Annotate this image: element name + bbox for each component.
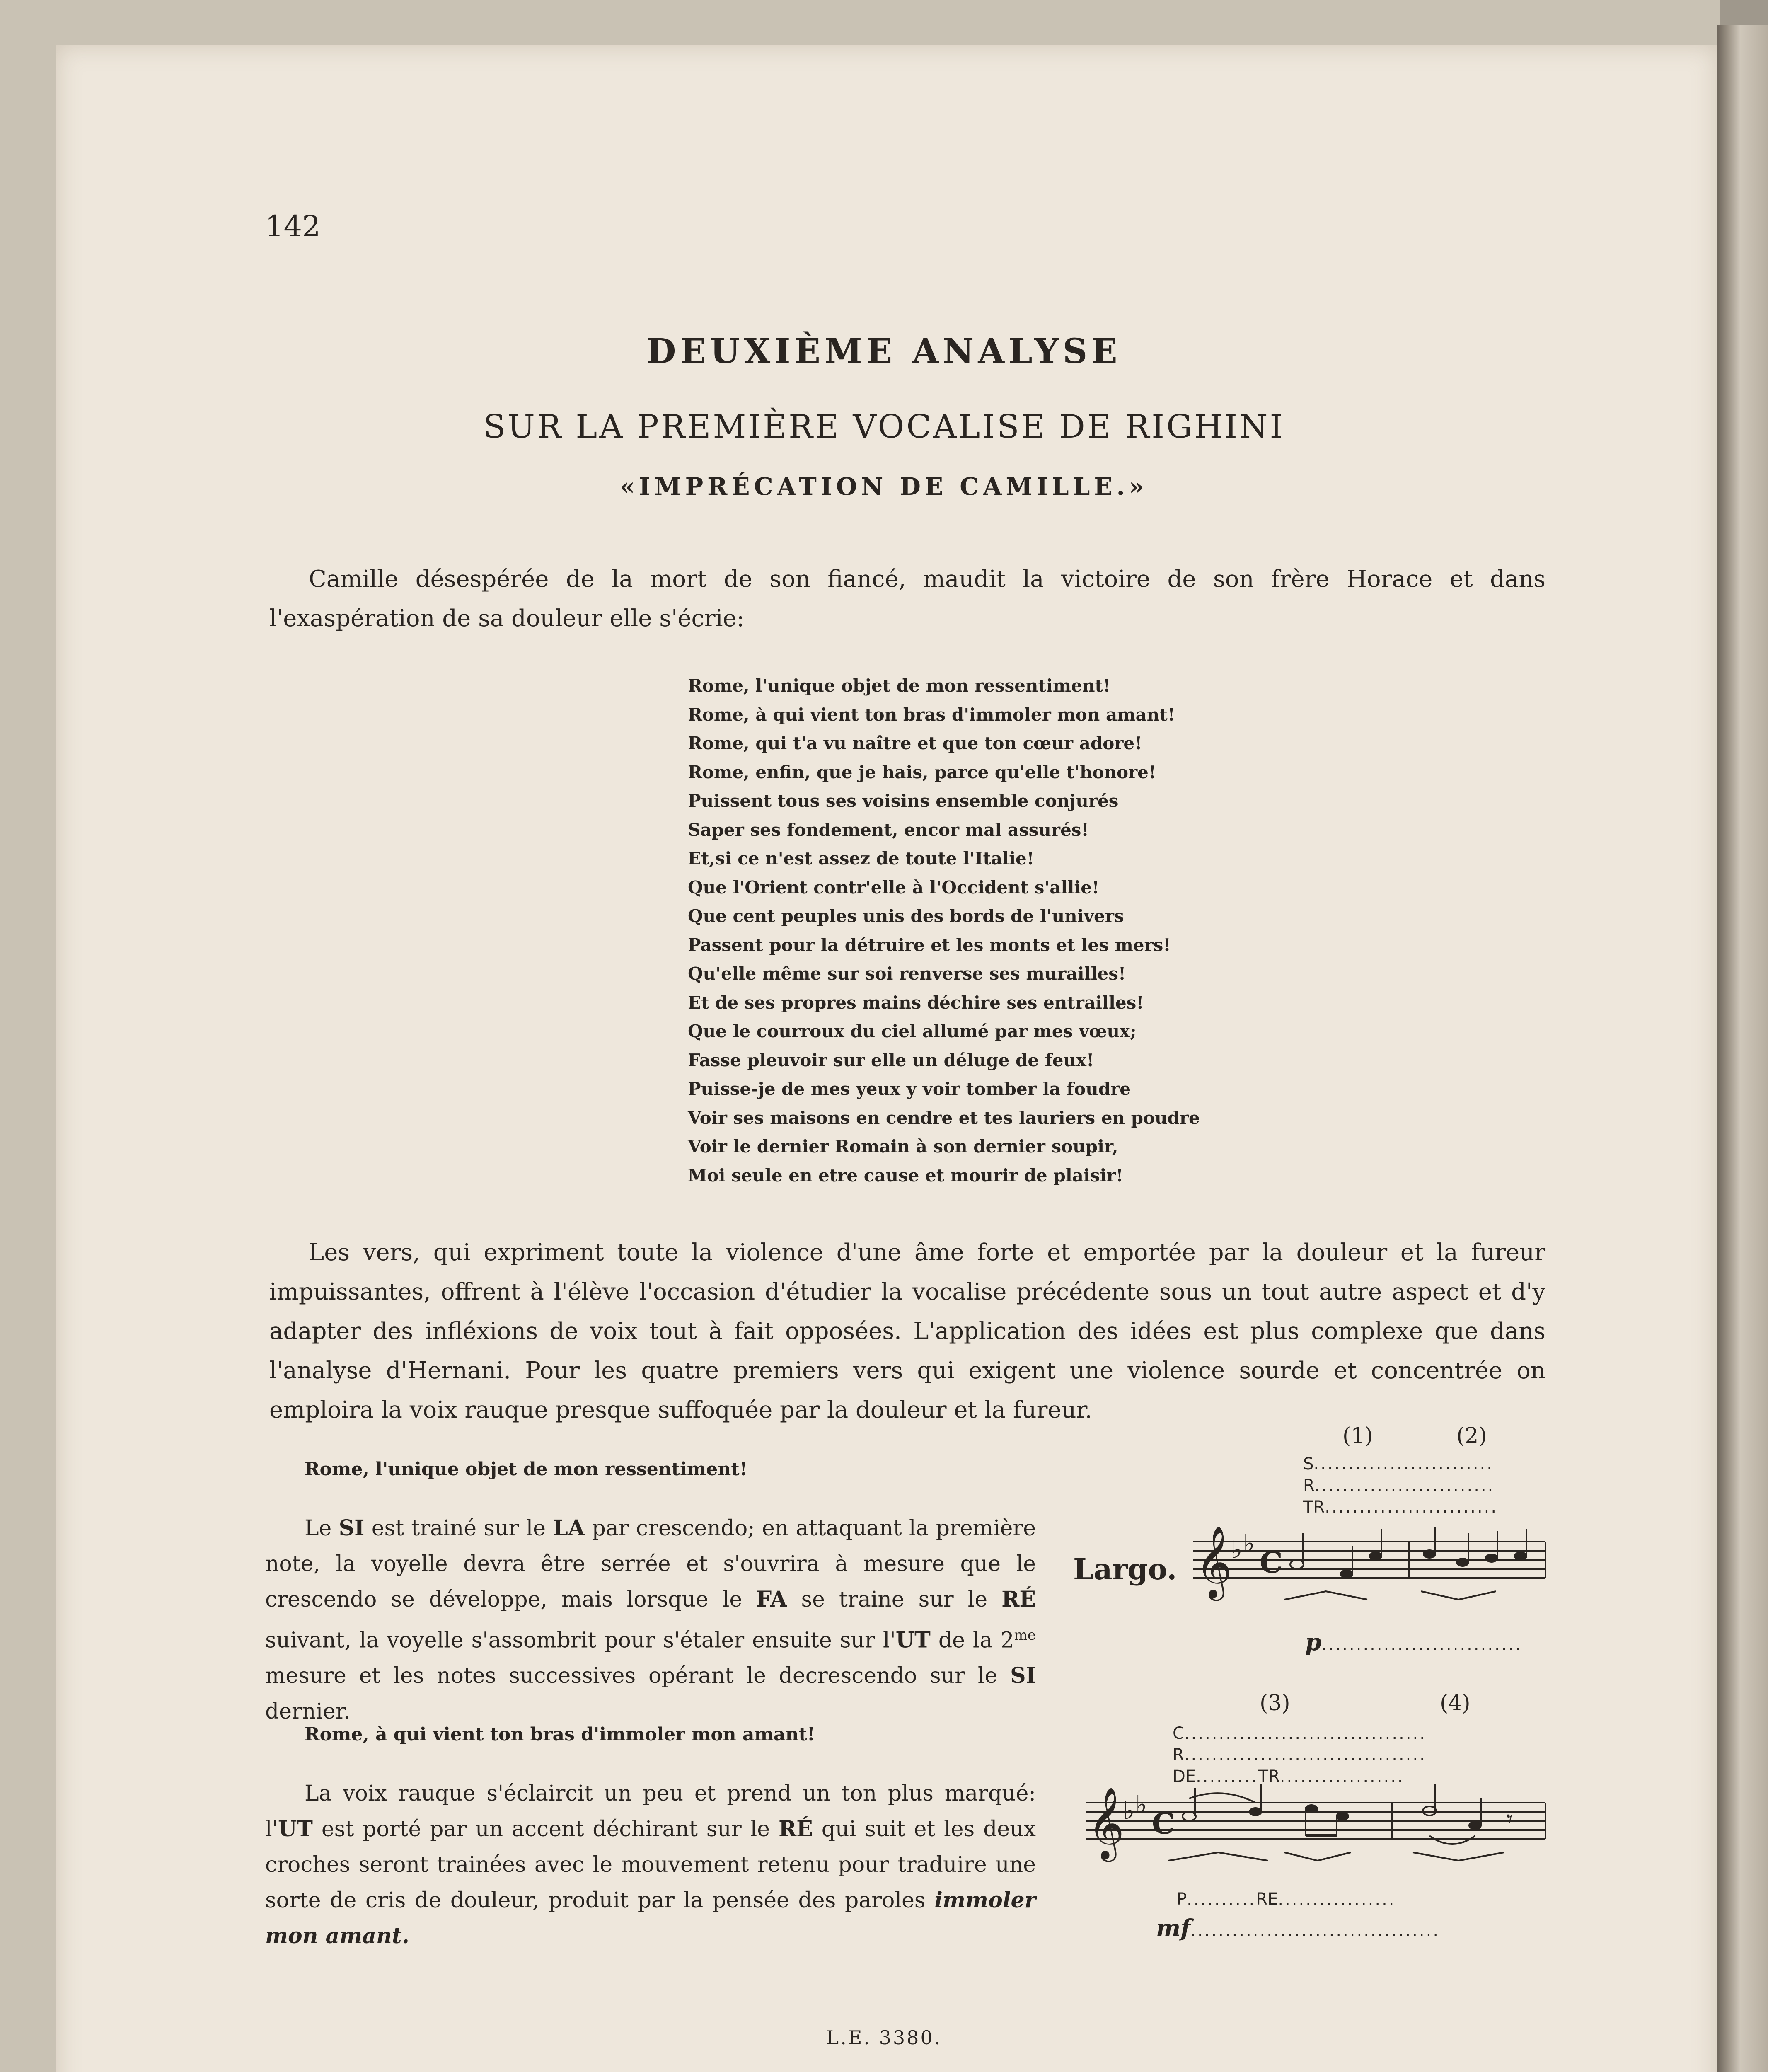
mark-1: (1): [1342, 1423, 1373, 1448]
poem-line: Voir ses maisons en cendre et tes lauriers en poudre: [688, 1107, 1200, 1128]
dynamic-p: p.............................: [1305, 1629, 1522, 1656]
svg-text:C: C: [1260, 1545, 1283, 1580]
voice-letter-r: R..........................: [1303, 1476, 1495, 1495]
page-subtitle-2: «IMPRÉCATION DE CAMILLE.»: [619, 472, 1149, 501]
mark-3: (3): [1260, 1691, 1290, 1716]
poem-line: Moi seule en etre cause et mourir de plaisir!: [688, 1165, 1124, 1186]
verse-quote-2: Rome, à qui vient ton bras d'immoler mon amant!: [305, 1724, 815, 1745]
poem-line: Qu'elle même sur soi renverse ses murailles!: [688, 963, 1126, 984]
analysis-paragraph-2: La voix rauque s'éclaircit un peu et prend un ton plus marqué: l'UT est porté par un accent déchirant sur le RÉ qui suit et les deux croches seront trainées avec le mouvement retenu pour traduire une sorte de cris de douleur, produit par la pensée des paroles immoler mon amant.: [265, 1781, 1036, 1949]
footer-catalog: L.E. 3380.: [826, 2026, 942, 2049]
dynamic-mf: mf....................................: [1156, 1915, 1440, 1942]
poem-line: Rome, enfin, que je hais, parce qu'elle t'honore!: [688, 762, 1156, 782]
verse-quote-1: Rome, l'unique objet de mon ressentiment!: [305, 1459, 747, 1480]
body-paragraph: Les vers, qui expriment toute la violence d'une âme forte et emportée par la douleur et la fureur impuissantes, offrent à l'élève l'occasion d'étudier la vocalise précédente sous un tout autre aspect et d'y adapter des infléxions de voix tout à fait opposées. L'application des idées est plus complexe que dans l'analyse d'Hernani. Pour les quatre premiers vers qui exigent une violence sourde et concentrée on emploira la voix rauque presque suffoquée par la douleur et la fureur.: [269, 1239, 1545, 1423]
music-staff-2: [1086, 1787, 1550, 1886]
voice-letter-de: DE.........TR..................: [1173, 1767, 1405, 1786]
svg-text:♭: ♭: [1243, 1529, 1255, 1558]
page-subtitle: SUR LA PREMIÈRE VOCALISE DE RIGHINI: [483, 408, 1285, 445]
poem-line: Rome, à qui vient ton bras d'immoler mon amant!: [688, 704, 1175, 725]
poem-line: Que le courroux du ciel allumé par mes vœux;: [688, 1021, 1137, 1041]
mark-2: (2): [1456, 1423, 1487, 1448]
svg-text:𝄞: 𝄞: [1195, 1526, 1232, 1598]
svg-text:𝄾: 𝄾: [1506, 1805, 1513, 1834]
poem-line: Voir le dernier Romain à son dernier soupir,: [688, 1136, 1118, 1157]
svg-text:♭: ♭: [1231, 1535, 1243, 1564]
voice-letter-tr: TR.........................: [1303, 1498, 1498, 1517]
poem-line: Passent pour la détruire et les monts et les mers!: [688, 934, 1171, 955]
poem-line: Que cent peuples unis des bords de l'univers: [688, 906, 1124, 926]
voice-letter-r-2: R...................................: [1173, 1745, 1427, 1765]
intro-paragraph: Camille désespérée de la mort de son fiancé, maudit la victoire de son frère Horace et dans l'exaspération de sa douleur elle s'écrie:: [269, 566, 1545, 632]
page-title: DEUXIÈME ANALYSE: [646, 332, 1122, 371]
poem-line: Fasse pleuvoir sur elle un déluge de feux!: [688, 1050, 1094, 1070]
lower-letters: P..........RE.................: [1177, 1890, 1396, 1909]
voice-letter-c: C...................................: [1173, 1724, 1427, 1743]
svg-text:𝄞: 𝄞: [1088, 1787, 1125, 1859]
poem-line: Que l'Orient contr'elle à l'Occident s'allie!: [688, 877, 1100, 898]
poem-line: Rome, qui t'a vu naître et que ton cœur adore!: [688, 733, 1142, 753]
poem-line: Et de ses propres mains déchire ses entrailles!: [688, 992, 1144, 1013]
poem-line: Puissent tous ses voisins ensemble conjurés: [688, 791, 1119, 811]
music-staff-1: [1193, 1526, 1550, 1629]
poem-line: Puisse-je de mes yeux y voir tomber la foudre: [688, 1079, 1131, 1099]
tempo-marking: Largo.: [1073, 1552, 1177, 1586]
analysis-paragraph-1: Le SI est trainé sur le LA par crescendo; en attaquant la première note, la voyelle devra être serrée et s'ouvrira à mesure que le crescendo se développe, mais lorsque le FA se traine sur le RÉ suivant, la voyelle s'assombrit pour s'étaler ensuite sur l'UT de la $2^{me}$ mesure et les notes successives opérant le decrescendo sur le SI dernier.: [265, 1515, 1036, 1724]
svg-text:♭: ♭: [1135, 1790, 1147, 1819]
poem-line: Et,si ce n'est assez de toute l'Italie!: [688, 848, 1035, 869]
svg-text:♭: ♭: [1123, 1796, 1135, 1825]
poem: [688, 671, 1200, 1190]
poem-line: Rome, l'unique objet de mon ressentiment!: [688, 675, 1111, 696]
voice-letter-s: S..........................: [1303, 1455, 1494, 1474]
mark-4: (4): [1440, 1691, 1471, 1716]
svg-text:C: C: [1152, 1806, 1175, 1841]
poem-line: Saper ses fondement, encor mal assurés!: [688, 819, 1089, 840]
page-number: 142: [265, 209, 321, 243]
